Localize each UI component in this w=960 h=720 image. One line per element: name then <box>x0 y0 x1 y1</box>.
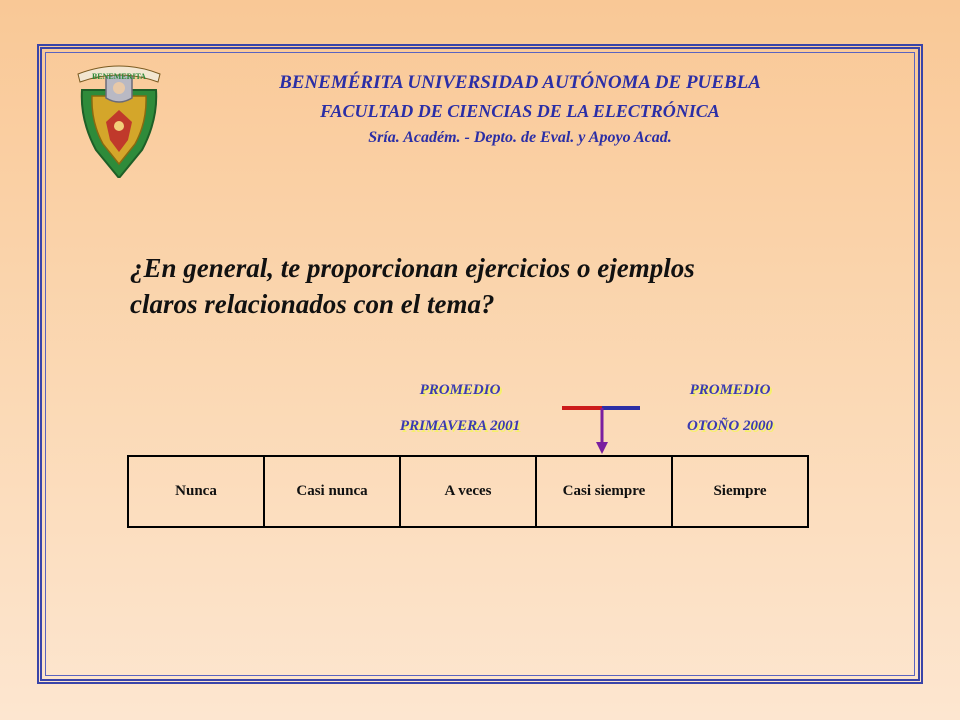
scale-option-a-veces: A veces <box>401 457 537 526</box>
scale-option-casi-siempre: Casi siempre <box>537 457 673 526</box>
scale-option-nunca: Nunca <box>129 457 265 526</box>
question-line-1: ¿En general, te proporcionan ejercicios o ejemplos <box>130 253 695 283</box>
svg-text:BENEMERITA: BENEMERITA <box>91 72 147 81</box>
autumn-average-label: PROMEDIO <box>689 382 771 398</box>
question-line-2: claros relacionados con el tema? <box>130 289 495 319</box>
faculty-title: FACULTAD DE CIENCIAS DE LA ELECTRÓNICA <box>320 101 720 121</box>
response-scale <box>127 455 809 528</box>
average-pointer-arrowhead <box>596 442 608 454</box>
scale-option-casi-nunca: Casi nunca <box>265 457 401 526</box>
university-title: BENEMÉRITA UNIVERSIDAD AUTÓNOMA DE PUEBLA <box>279 72 761 93</box>
spring-average-period: PRIMAVERA 2001 <box>399 418 521 434</box>
scale-option-siempre: Siempre <box>713 483 767 499</box>
department-title: Sría. Académ. - Depto. de Eval. y Apoyo Acad. <box>368 129 672 146</box>
spring-average-label: PROMEDIO <box>419 382 501 398</box>
autumn-average-period: OTOÑO 2000 <box>687 418 773 434</box>
